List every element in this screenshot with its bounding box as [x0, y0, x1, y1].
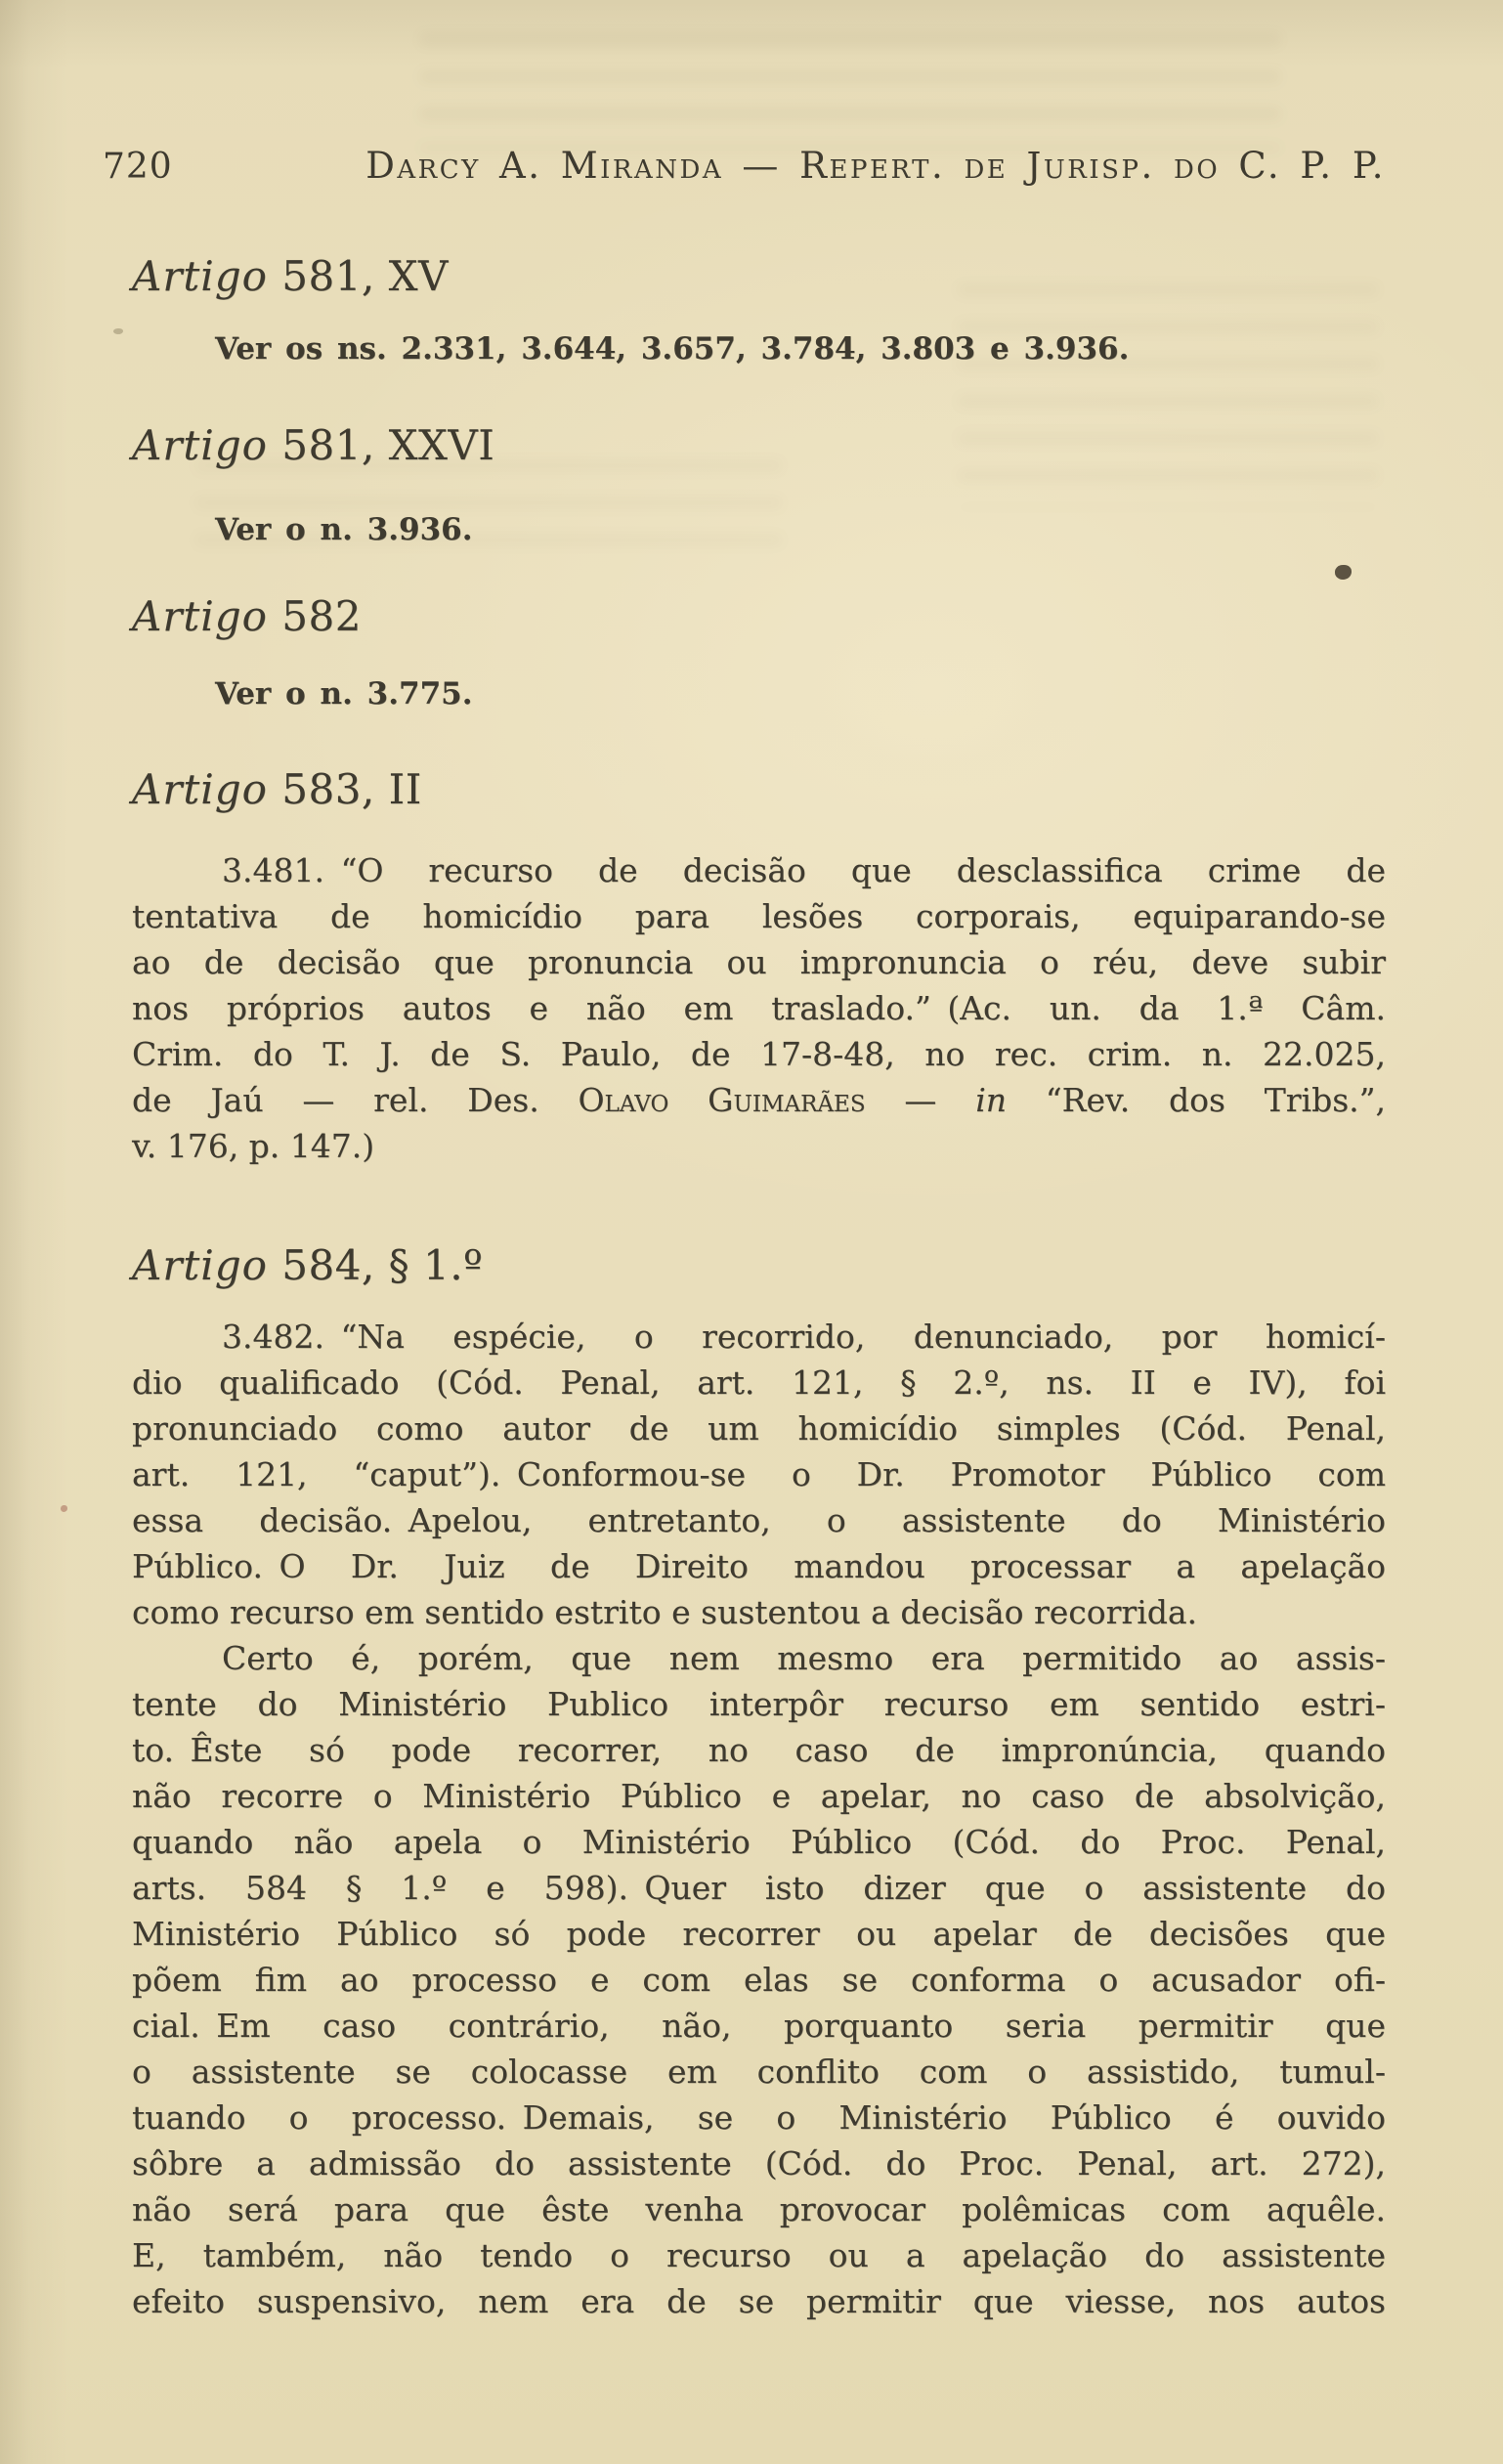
text-segment: como recurso em sentido estrito e sustentou a decisão recorrida. [132, 1593, 1198, 1631]
text-segment: Ver o n. 3.775. [215, 676, 473, 712]
text-segment: o assistente se colocasse em conflito com o assistido, tumul- [132, 2053, 1386, 2091]
text-line [132, 1681, 1386, 1727]
text-segment: Artigo [132, 1241, 282, 1289]
ink-speck [113, 328, 123, 334]
text-line [132, 985, 1386, 1031]
text-line [132, 1727, 1386, 1773]
page-header [103, 145, 1386, 190]
text-line [132, 2049, 1386, 2095]
text-segment: “Rev. dos Tribs.”, [1007, 1081, 1386, 1119]
text-segment: 583, II [281, 765, 422, 813]
text-segment: põem fim ao processo e com elas se conforma o acusador ofi- [132, 1961, 1386, 1999]
text-segment: Artigo [132, 252, 282, 300]
text-segment: v. 176, p. 147.) [132, 1127, 375, 1165]
text-segment: 581, XXVI [281, 421, 495, 469]
text-segment: Olavo Guimarães [578, 1081, 866, 1119]
article-heading [132, 1241, 1386, 1290]
article-heading [132, 252, 1386, 301]
text-segment: Artigo [132, 421, 282, 469]
text-line [132, 1031, 1386, 1077]
text-segment: 3.481. “O recurso de decisão que desclassifica crime de [222, 851, 1386, 889]
reference-note [132, 330, 1386, 367]
text-segment: E, também, não tendo o recurso ou a apelação do assistente [132, 2236, 1386, 2274]
text-segment: Ministério Público só pode recorrer ou apelar de decisões que [132, 1915, 1386, 1953]
text-line [132, 2140, 1386, 2186]
text-segment: Certo é, porém, que nem mesmo era permitido ao assis- [222, 1639, 1386, 1677]
text-segment: essa decisão. Apelou, entretanto, o assistente do Ministério [132, 1501, 1386, 1539]
text-segment: Ver os ns. 2.331, 3.644, 3.657, 3.784, 3.803 e 3.936. [215, 331, 1130, 367]
text-line [132, 1635, 1386, 1681]
text-segment: Ver o n. 3.936. [215, 512, 473, 547]
text-line [132, 1451, 1386, 1497]
text-segment: tuando o processo. Demais, se o Ministério Público é ouvido [132, 2098, 1386, 2137]
text-line [132, 2186, 1386, 2232]
text-segment: tente do Ministério Publico interpôr recurso em sentido estri- [132, 1685, 1386, 1723]
text-segment: quando não apela o Ministério Público (Cód. do Proc. Penal, [132, 1823, 1386, 1861]
reference-note [132, 675, 1386, 713]
text-line [132, 1360, 1386, 1405]
text-line [132, 1314, 1386, 1360]
reference-note [132, 511, 1386, 548]
text-segment: cial. Em caso contrário, não, porquanto seria permitir que [132, 2007, 1386, 2045]
text-line [132, 1497, 1386, 1543]
text-segment: 584, § 1.º [281, 1241, 484, 1289]
text-line [132, 1543, 1386, 1589]
text-segment: não será para que êste venha provocar polêmicas com aquêle. [132, 2190, 1386, 2228]
text-segment: de Jaú — rel. Des. [132, 1081, 579, 1119]
text-line [132, 1957, 1386, 2003]
text-line [132, 847, 1386, 893]
text-line [132, 2278, 1386, 2324]
text-line [132, 893, 1386, 939]
paragraph [132, 847, 1386, 1169]
text-line [132, 1077, 1386, 1123]
text-segment: in [975, 1081, 1007, 1119]
page-number: 720 [103, 147, 173, 187]
text-segment: 3.482. “Na espécie, o recorrido, denunciado, por homicí- [222, 1318, 1386, 1356]
text-segment: art. 121, “caput”). Conformou-se o Dr. Promotor Público com [132, 1455, 1386, 1493]
text-segment: Crim. do T. J. de S. Paulo, de 17-8-48, no rec. crim. n. 22.025, [132, 1035, 1386, 1073]
text-line [132, 2232, 1386, 2278]
text-line [132, 1865, 1386, 1911]
text-segment: arts. 584 § 1.º e 598). Quer isto dizer que o assistente do [132, 1869, 1386, 1907]
text-segment: ao de decisão que pronuncia ou impronuncia o réu, deve subir [132, 943, 1386, 981]
text-line [132, 1911, 1386, 1957]
article-heading [132, 765, 1386, 814]
text-line [132, 1123, 1386, 1169]
text-line [132, 939, 1386, 985]
bleed-through-ghost [420, 33, 1280, 151]
text-segment: sôbre a admissão do assistente (Cód. do Proc. Penal, art. 272), [132, 2144, 1386, 2183]
text-line [132, 1405, 1386, 1451]
article-heading [132, 421, 1386, 470]
article-heading [132, 592, 1386, 641]
text-segment: nos próprios autos e não em traslado.” (Ac. un. da 1.ª Câm. [132, 989, 1386, 1027]
running-title: Darcy A. Miranda — Repert. de Jurisp. do C. P. P. [365, 145, 1386, 187]
text-line [132, 1773, 1386, 1819]
text-segment: to. Êste só pode recorrer, no caso de impronúncia, quando [132, 1731, 1386, 1769]
text-segment: Público. O Dr. Juiz de Direito mandou processar a apelação [132, 1547, 1386, 1585]
text-segment: 581, XV [281, 252, 449, 300]
paragraph [132, 1314, 1386, 2324]
content-blocks [132, 252, 1386, 2324]
text-segment: tentativa de homicídio para lesões corporais, equiparando-se [132, 897, 1386, 935]
text-segment: dio qualificado (Cód. Penal, art. 121, § 2.º, ns. II e IV), foi [132, 1363, 1386, 1402]
ink-speck [61, 1505, 67, 1512]
text-segment: — [865, 1081, 976, 1119]
text-segment: efeito suspensivo, nem era de se permitir que viesse, nos autos [132, 2282, 1386, 2320]
text-line [132, 2003, 1386, 2049]
text-line [132, 1589, 1386, 1635]
text-segment: pronunciado como autor de um homicídio simples (Cód. Penal, [132, 1409, 1386, 1448]
text-segment: Artigo [132, 765, 282, 813]
text-line [132, 2095, 1386, 2140]
text-segment: Artigo [132, 592, 282, 640]
text-segment: 582 [281, 592, 362, 640]
text-segment: não recorre o Ministério Público e apelar, no caso de absolvição, [132, 1777, 1386, 1815]
text-line [132, 1819, 1386, 1865]
